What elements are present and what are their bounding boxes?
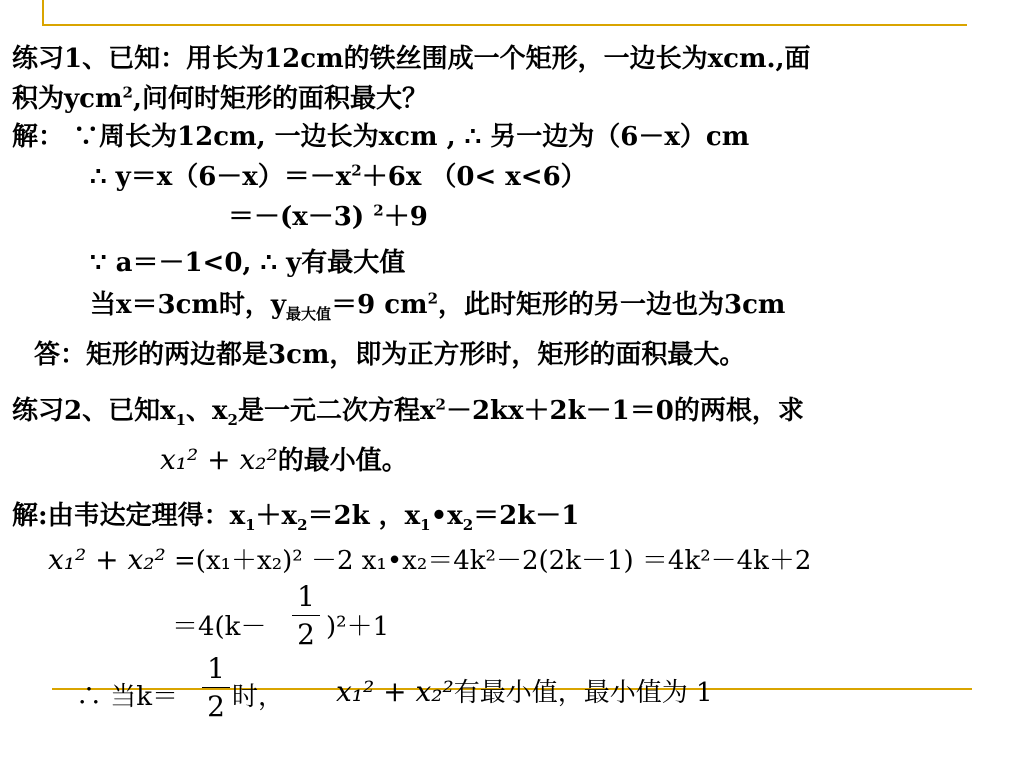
ex2-step2-right: )²＋1	[326, 612, 390, 642]
fraction-one-half: 1 2	[292, 580, 320, 651]
ex1-answer: 答：矩形的两边都是3cm，即为正方形时，矩形的面积最大。	[34, 340, 746, 370]
ex1-question-line1: 练习1、已知：用长为12cm的铁丝围成一个矩形，一边长为xcm.,面	[12, 44, 811, 74]
ex2-conclusion-left: ∴ 当k＝	[76, 682, 179, 712]
ex1-solution-line5: 当x＝3cm时，$y_{最大值}=9$ $cm^2$，此时矩形的另一边也为3cm	[90, 289, 786, 324]
ex2-question-line1: 练习2、已知$x_1$、$x_2$是一元二次方程$x^2-2kx+2k-1=0$的两根，求	[12, 395, 804, 430]
ex1-solution-line3: ＝－(x－3) $^2$＋9	[228, 201, 428, 232]
ex2-conclusion-right: x₁² + x₂²有最小值，最小值为 1	[336, 675, 713, 708]
ex1-solution-line1: 解： ∵周长为12cm, 一边长为xcm , ∴ 另一边为（6－x）cm	[12, 122, 750, 152]
ex2-conclusion-mid: 时，	[232, 682, 285, 712]
ex1-question-line2: 积为ycm$^2$,问何时矩形的面积最大？	[12, 83, 428, 114]
ex2-step1: x₁² + x₂² =(x₁＋x₂)² －2 x₁•x₂＝4k²－2(2k－1) ＝4k²－4k＋2	[48, 543, 812, 576]
ex1-solution-line2: ∴ $y=x(6-x)=-x^2+6x$ （0< x<6）	[90, 161, 587, 192]
ex2-step2-left: ＝4(k－	[172, 612, 267, 642]
fraction-one-half-conclusion: 1 2	[202, 652, 230, 723]
sum-of-squares-expr: x₁² + x₂²	[160, 443, 278, 476]
ex1-solution-line4: ∵ a＝－1<0, ∴ y有最大值	[90, 248, 406, 278]
decor-top-line	[42, 24, 967, 26]
decor-vertical-line	[42, 0, 44, 26]
ex2-question-line2: x₁² + x₂²的最小值。	[160, 443, 408, 476]
ex2-solution-vieta: 解:由韦达定理得：$x_1+x_2=2k$ ，$x_1•x_2=2k-1$	[12, 501, 580, 535]
